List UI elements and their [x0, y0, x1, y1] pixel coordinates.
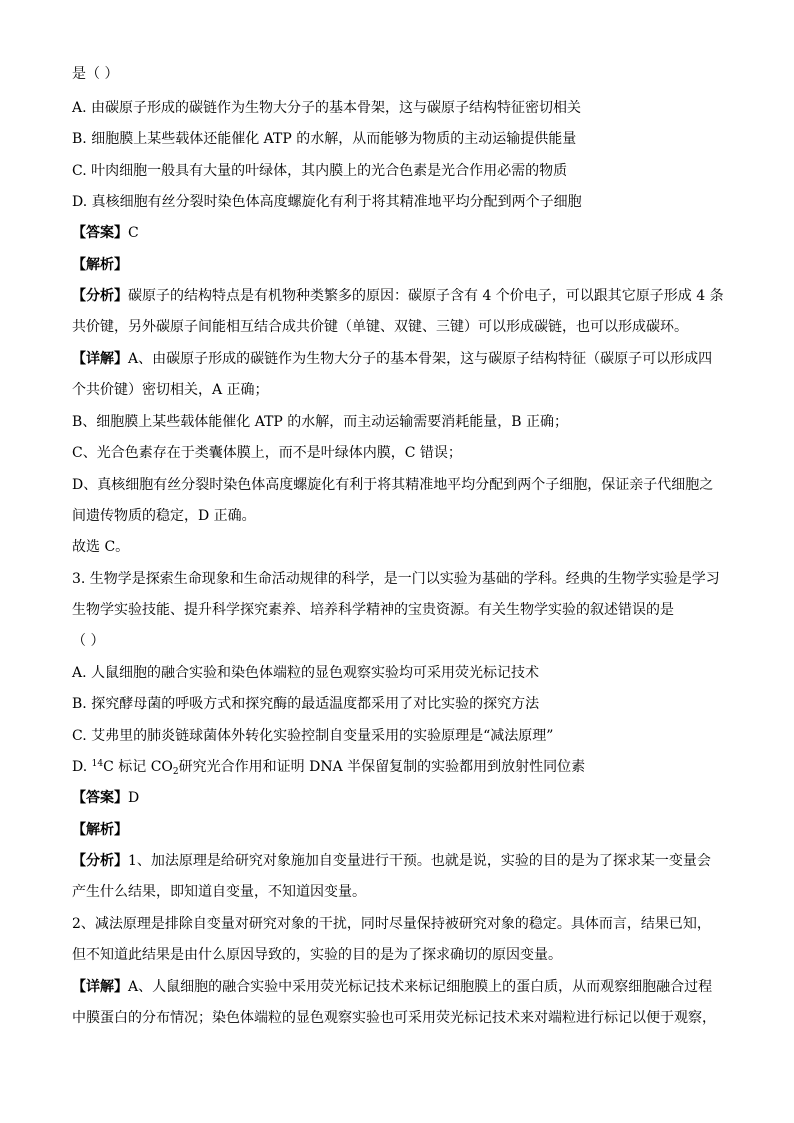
xiangjie-line-6: 间遗传物质的稳定，D 正确。: [72, 508, 256, 524]
conclusion-line: 故选 C。: [72, 539, 130, 555]
answer-line: [72, 223, 139, 243]
q3-xiangjie-line-1: [72, 977, 712, 997]
q3-xiangjie-label: 【详解】: [72, 979, 128, 995]
q3-fenxi-line-2: 产生什么结果，即知道自变量，不知道因变量。: [72, 884, 366, 900]
formula-subscript: 2: [172, 767, 179, 777]
q3-option-d: [72, 757, 585, 777]
q3-option-a: A. 人鼠细胞的融合实验和染色体端粒的显色观察实验均可采用荧光标记技术: [72, 665, 540, 681]
q3-stem-line-2: 生物学实验技能、提升科学探究素养、培养科学精神的宝贵资源。有关生物学实验的叙述错误的是: [72, 602, 674, 618]
q3-xiangjie-text: A、人鼠细胞的融合实验中采用荧光标记技术来标记细胞膜上的蛋白质，从而观察细胞融合过程: [128, 979, 713, 995]
xiangjie-line-2: 个共价键）密切相关，A 正确；: [72, 382, 269, 398]
q3-analysis-label: 【解析】: [72, 822, 128, 838]
xiangjie-text: A、由碳原子形成的碳链作为生物大分子的基本骨架，这与碳原子结构特征（碳原子可以形成四: [128, 351, 713, 367]
q3-answer-line: [72, 788, 139, 808]
q3-answer-label: 【答案】: [72, 790, 128, 806]
question-stem-tail: 是（ ）: [72, 66, 119, 82]
q3-option-d-prefix: D.: [72, 759, 92, 775]
q3-option-d-rest: 研究光合作用和证明 DNA 半保留复制的实验都用到放射性同位素: [178, 759, 586, 775]
xiangjie-line-5: D、真核细胞有丝分裂时染色体高度螺旋化有利于将其精准地平均分配到两个子细胞，保证亲子代细胞之: [72, 477, 714, 493]
q3-fenxi-line-3: 2、减法原理是排除自变量对研究对象的干扰，同时尽量保持被研究对象的稳定。具体而言，结果已知，: [72, 916, 711, 932]
q3-fenxi-label: 【分析】: [72, 853, 128, 869]
q3-option-d-formula: C 标记 CO: [103, 759, 173, 775]
q3-answer-value: D: [128, 790, 140, 806]
xiangjie-label: 【详解】: [72, 351, 128, 367]
fenxi-line-2: 共价键，另外碳原子间能相互结合成共价键（单键、双键、三键）可以形成碳链，也可以形成碳环。: [72, 319, 688, 335]
option-b: B. 细胞膜上某些载体还能催化 ATP 的水解，从而能够为物质的主动运输提供能量: [72, 131, 577, 147]
option-a: A. 由碳原子形成的碳链作为生物大分子的基本骨架，这与碳原子结构特征密切相关: [72, 100, 582, 116]
option-d: D. 真核细胞有丝分裂时染色体高度螺旋化有利于将其精准地平均分配到两个子细胞: [72, 194, 582, 210]
fenxi-label: 【分析】: [72, 288, 128, 304]
xiangjie-line-3: B、细胞膜上某些载体能催化 ATP 的水解，而主动运输需要消耗能量，B 正确；: [72, 414, 569, 430]
answer-label: 【答案】: [72, 225, 128, 241]
q3-fenxi-line-4: 但不知道此结果是由什么原因导致的，实验的目的是为了探求确切的原因变量。: [72, 947, 562, 963]
isotope-mass-number: 14: [91, 759, 104, 769]
analysis-label: 【解析】: [72, 257, 128, 273]
option-c: C. 叶肉细胞一般具有大量的叶绿体，其内膜上的光合色素是光合作用必需的物质: [72, 163, 568, 179]
q3-stem-line-1: 3. 生物学是探索生命现象和生命活动规律的科学，是一门以实验为基础的学科。经典的生物学实验是学习: [72, 571, 720, 587]
q3-option-c: C. 艾弗里的肺炎链球菌体外转化实验控制自变量采用的实验原理是“减法原理”: [72, 728, 554, 744]
q3-option-b: B. 探究酵母菌的呼吸方式和探究酶的最适温度都采用了对比实验的探究方法: [72, 696, 540, 712]
q3-stem-line-3: （ ）: [72, 633, 105, 649]
q3-fenxi-text: 1、加法原理是给研究对象施加自变量进行干预。也就是说，实验的目的是为了探求某一变量会: [128, 853, 711, 869]
answer-value: C: [128, 225, 139, 241]
fenxi-text: 碳原子的结构特点是有机物种类繁多的原因：碳原子含有 4 个价电子，可以跟其它原子形成 4 条: [128, 288, 724, 304]
xiangjie-line-1: [72, 349, 712, 369]
q3-fenxi-line-1: [72, 851, 711, 871]
q3-xiangjie-line-2: 中膜蛋白的分布情况；染色体端粒的显色观察实验也可采用荧光标记技术来对端粒进行标记以便于观察，: [72, 1010, 716, 1026]
xiangjie-line-4: C、光合色素存在于类囊体膜上，而不是叶绿体内膜，C 错误；: [72, 445, 462, 461]
fenxi-line-1: [72, 286, 724, 306]
